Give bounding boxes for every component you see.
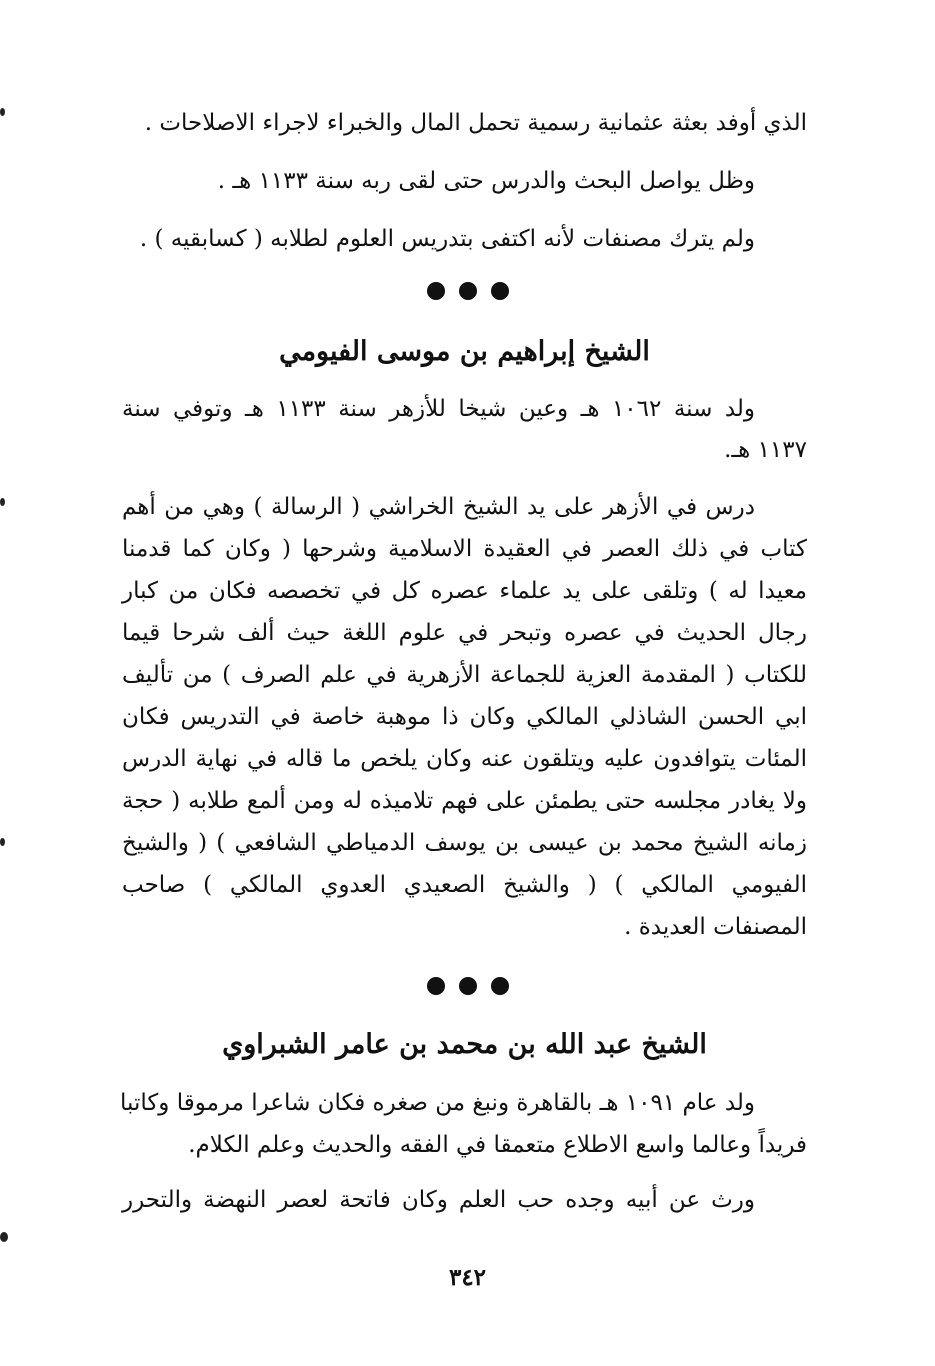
text-line: رجال الحديث في عصره وتبحر في علوم اللغة حيث ألف شرحا قيما <box>122 620 807 646</box>
text-line: وظل يواصل البحث والدرس حتى لقى ربه سنة ١١٣٣ هـ . <box>217 168 755 194</box>
scan-speck <box>0 108 5 116</box>
text-line: درس في الأزهر على يد الشيخ الخراشي ( الرسالة ) وهي من أهم <box>122 494 755 520</box>
section-heading: الشيخ إبراهيم بن موسى الفيومي <box>279 336 650 367</box>
page-number: ٣٤٢ <box>448 1264 487 1291</box>
text-line: ولم يترك مصنفات لأنه اكتفى بتدريس العلوم لطلابه ( كسابقيه ) . <box>139 226 755 252</box>
text-line: معيدا له ) وتلقى على يد علماء عصره كل في تخصصه فكان من كبار <box>122 578 807 604</box>
text-line: للكتاب ( المقدمة العزية للجماعة الأزهرية في علم الصرف ) من تأليف <box>122 662 807 688</box>
text-line: كتاب في ذلك العصر في العقيدة الاسلامية وشرحها ( وكان كما قدمنا <box>122 536 807 562</box>
text-line: المصنفات العديدة . <box>624 914 807 940</box>
text-line: ١١٣٧ هـ. <box>724 437 807 463</box>
text-line: ولد عام ١٠٩١ هـ بالقاهرة ونبغ من صغره فكان شاعرا مرموقا وكاتبا <box>120 1090 755 1116</box>
scan-speck <box>0 838 5 846</box>
text-line: ورث عن أبيه وجده حب العلم وكان فاتحة لعصر النهضة والتحرر <box>122 1187 755 1213</box>
text-line: الفيومي المالكي ) ( والشيخ الصعيدي العدوي المالكي ) صاحب <box>122 872 807 898</box>
text-line: ولا يغادر مجلسه حتى يطمئن على فهم تلاميذه له ومن ألمع طلابه ( حجة <box>122 788 807 814</box>
text-line: ولد سنة ١٠٦٢ هـ وعين شيخا للأزهر سنة ١١٣٣ هـ وتوفي سنة <box>122 396 756 422</box>
text-line: الذي أوفد بعثة عثمانية رسمية تحمل المال والخبراء لاجراء الاصلاحات . <box>144 110 807 136</box>
text-line: المئات يتوافدون عليه ويتلقون عنه وكان يلخص ما قاله في نهاية الدرس <box>122 746 807 772</box>
paragraph <box>122 0 807 1366</box>
scan-speck <box>0 1232 8 1242</box>
text-line: زمانه الشيخ محمد بن عيسى بن يوسف الدمياطي الشافعي ) ( والشيخ <box>122 830 807 856</box>
scan-speck <box>0 498 5 506</box>
section-heading: الشيخ عبد الله بن محمد بن عامر الشبراوي <box>222 1029 707 1060</box>
text-line: ابي الحسن الشاذلي المالكي وكان ذا موهبة خاصة في التدريس فكان <box>122 704 807 730</box>
text-line: فريداً وعالما واسع الاطلاع متعمقا في الفقه والحديث وعلم الكلام. <box>188 1132 807 1158</box>
